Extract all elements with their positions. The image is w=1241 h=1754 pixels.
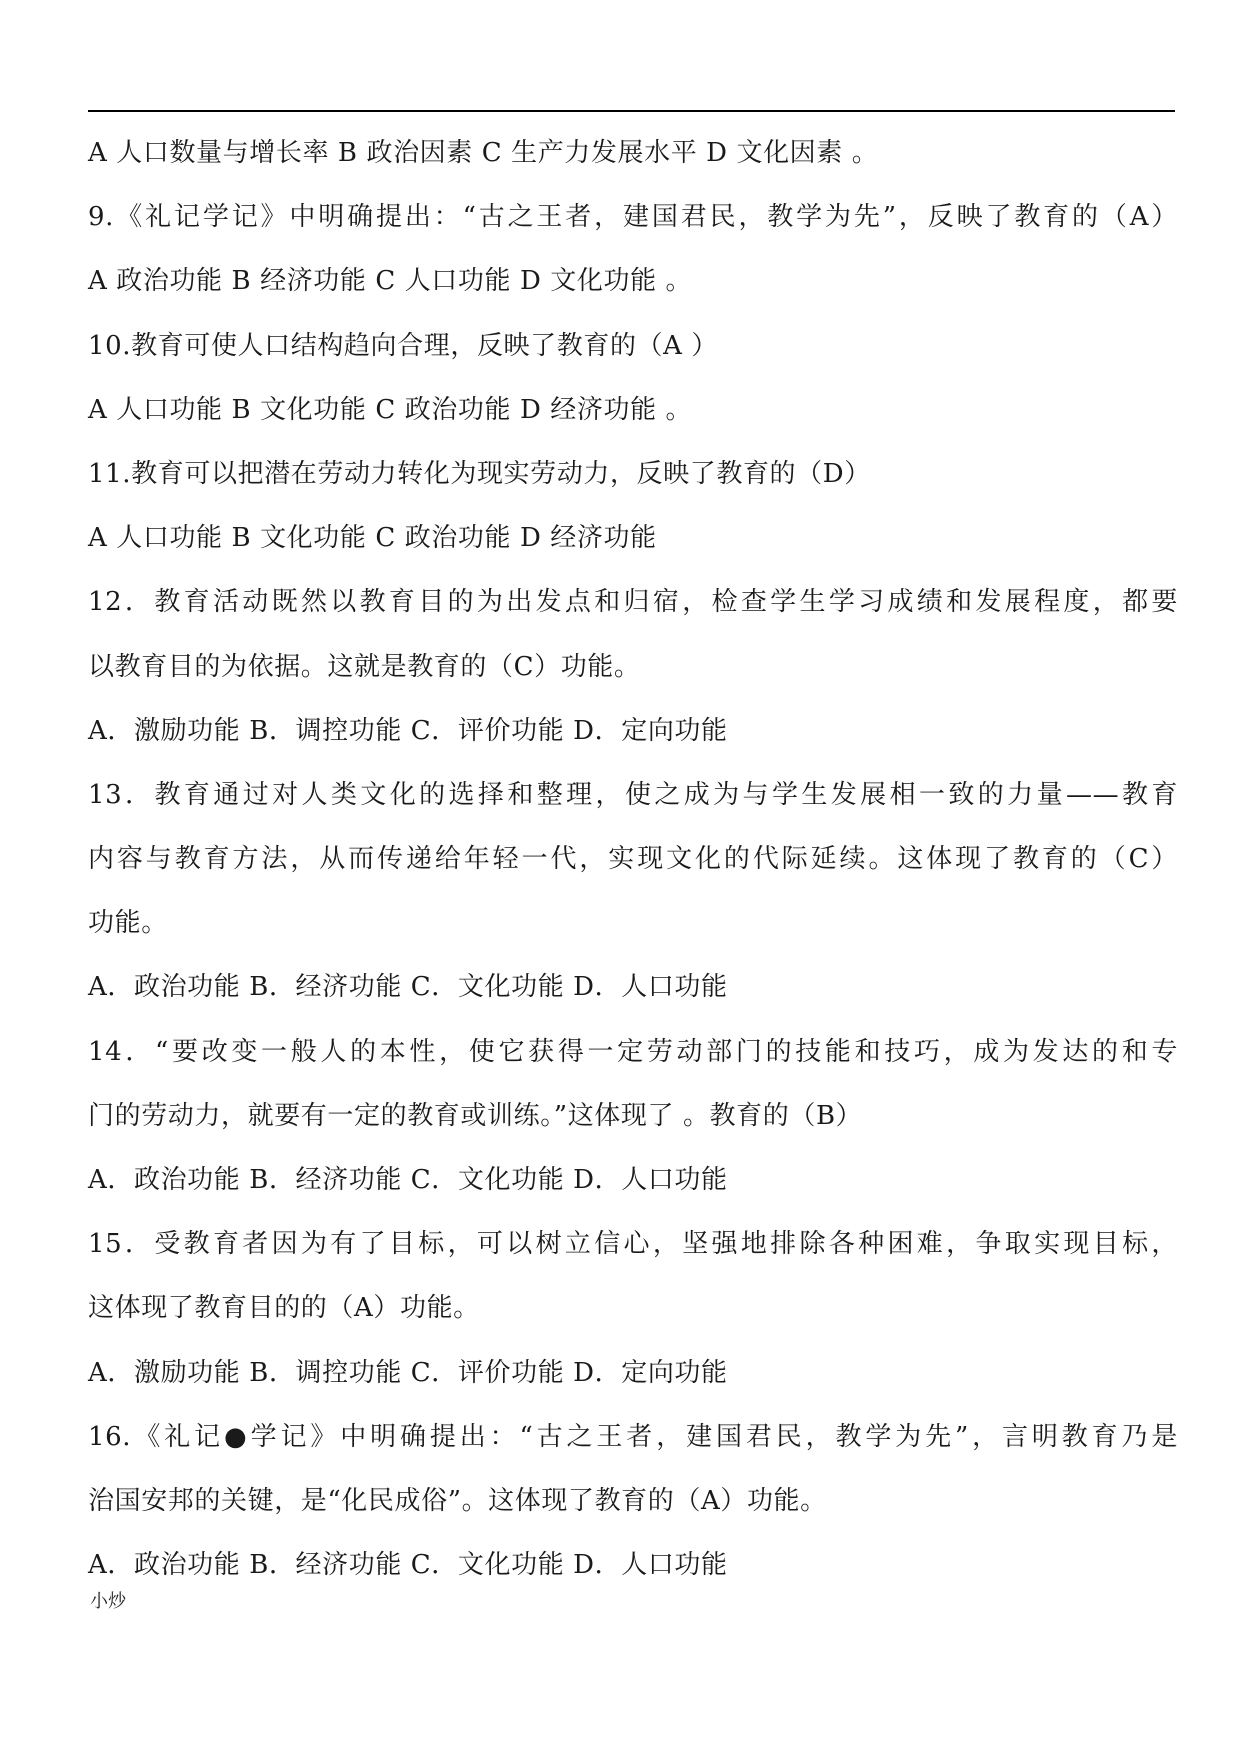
question-16-line-1: 16.《礼记●学记》中明确提出：“古之王者，建国君民，教学为先”，言明教育乃是 [88,1421,1178,1452]
question-13-line-1: 13．教育通过对人类文化的选择和整理，使之成为与学生发展相一致的力量——教育 [88,779,1178,810]
question-12-line-2: 以教育目的为依据。这就是教育的（C）功能。 [88,651,641,682]
question-11: 11.教育可以把潜在劳动力转化为现实劳动力，反映了教育的（D） [88,458,871,489]
question-15-line-2: 这体现了教育目的的（A）功能。 [88,1293,480,1324]
question-13-line-2: 内容与教育方法，从而传递给年轻一代，实现文化的代际延续。这体现了教育的（C） [88,844,1178,875]
question-10: 10.教育可使人口结构趋向合理，反映了教育的（A ） [88,330,718,361]
question-13-options: A．政治功能 B．经济功能 C．文化功能 D．人口功能 [88,972,728,1003]
question-14-line-1: 14．“要改变一般人的本性，使它获得一定劳动部门的技能和技巧，成为发达的和专 [88,1036,1178,1067]
question-14-line-2: 门的劳动力，就要有一定的教育或训练。”这体现了 。教育的（B） [88,1100,863,1131]
question-9-options: A 政治功能 B 经济功能 C 人口功能 D 文化功能 。 [88,266,693,297]
question-10-options: A 人口功能 B 文化功能 C 政治功能 D 经济功能 。 [88,394,693,425]
question-12-options: A．激励功能 B．调控功能 C．评价功能 D．定向功能 [88,715,728,746]
question-15-line-1: 15．受教育者因为有了目标，可以树立信心，坚强地排除各种困难，争取实现目标， [88,1229,1178,1260]
question-11-options: A 人口功能 B 文化功能 C 政治功能 D 经济功能 [88,523,657,554]
header-rule [88,110,1175,112]
question-16-options: A．政治功能 B．经济功能 C．文化功能 D．人口功能 [88,1550,728,1581]
question-16-line-2: 治国安邦的关键，是“化民成俗”。这体现了教育的（A）功能。 [88,1485,827,1516]
question-9: 9.《礼记学记》中明确提出：“古之王者，建国君民，教学为先”，反映了教育的（A） [88,202,1178,233]
document-body [88,121,1178,1597]
question-12-line-1: 12．教育活动既然以教育目的为出发点和归宿，检查学生学习成绩和发展程度，都要 [88,587,1178,618]
question-13-line-3: 功能。 [88,908,168,939]
footer-text: 小炒 [90,1591,126,1612]
answer-options-line: A 人口数量与增长率 B 政治因素 C 生产力发展水平 D 文化因素 。 [88,138,879,168]
question-14-options: A．政治功能 B．经济功能 C．文化功能 D．人口功能 [88,1165,728,1195]
question-15-options: A．激励功能 B．调控功能 C．评价功能 D．定向功能 [88,1357,728,1388]
